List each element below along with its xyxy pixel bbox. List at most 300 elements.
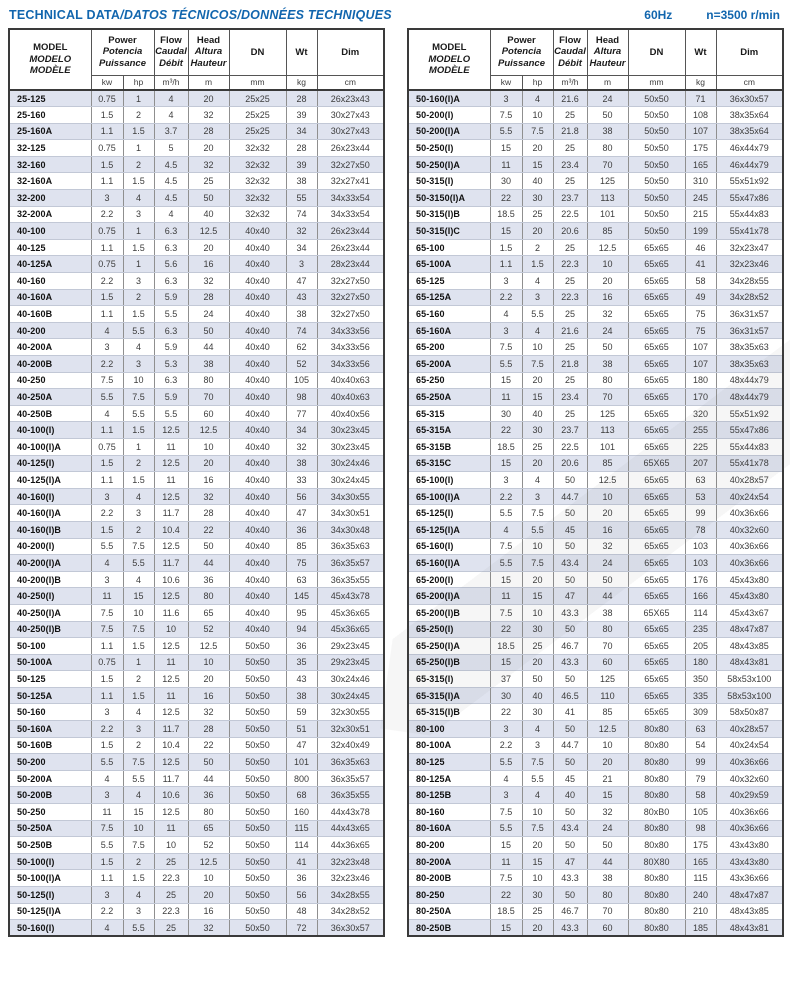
- header-label: Hauteur: [190, 58, 227, 70]
- value-cell-power_kw: 0.75: [91, 223, 123, 240]
- value-cell-power_kw: 5.5: [490, 820, 522, 837]
- unit-flow: m³/h: [154, 75, 188, 90]
- value-cell-power_hp: 10: [522, 107, 553, 124]
- value-cell-head_m: 12.5: [587, 239, 628, 256]
- value-cell-power_kw: 11: [91, 588, 123, 605]
- value-cell-dim_cm: 40x28x57: [716, 472, 783, 489]
- header-label: MODELO: [29, 53, 72, 65]
- value-cell-dn_mm: 50x50: [628, 206, 685, 223]
- value-cell-dim_cm: 44x43x78: [317, 804, 384, 821]
- model-cell: 40-160(I)B: [9, 521, 91, 538]
- value-cell-wt_kg: 3: [286, 256, 317, 273]
- model-cell: 50-100: [9, 638, 91, 655]
- value-cell-power_kw: 7.5: [490, 107, 522, 124]
- value-cell-power_hp: 4: [522, 90, 553, 107]
- value-cell-head_m: 50: [587, 339, 628, 356]
- model-cell: 65-200(I)B: [408, 604, 490, 621]
- value-cell-dim_cm: 45x43x80: [716, 571, 783, 588]
- value-cell-dim_cm: 34x33x54: [317, 190, 384, 207]
- value-cell-power_hp: 4: [123, 704, 154, 721]
- value-cell-flow_m3h: 50: [553, 621, 587, 638]
- header-label: Power: [507, 34, 536, 46]
- value-cell-power_kw: 2.2: [91, 903, 123, 920]
- model-cell: 40-125(I): [9, 455, 91, 472]
- value-cell-power_kw: 2.2: [91, 721, 123, 738]
- model-cell: 32-160A: [9, 173, 91, 190]
- value-cell-dim_cm: 55x47x86: [716, 422, 783, 439]
- value-cell-dn_mm: 40x40: [229, 223, 286, 240]
- value-cell-power_kw: 4: [490, 770, 522, 787]
- value-cell-dn_mm: 40x40: [229, 289, 286, 306]
- value-cell-wt_kg: 34: [286, 239, 317, 256]
- table-row: [9, 555, 384, 572]
- model-cell: 40-250A: [9, 389, 91, 406]
- value-cell-wt_kg: 39: [286, 107, 317, 124]
- value-cell-dim_cm: 32x23x47: [716, 239, 783, 256]
- value-cell-wt_kg: 72: [286, 920, 317, 937]
- value-cell-power_hp: 3: [123, 356, 154, 373]
- value-cell-wt_kg: 46: [685, 239, 716, 256]
- value-cell-power_hp: 3: [123, 206, 154, 223]
- value-cell-flow_m3h: 5.5: [154, 306, 188, 323]
- model-column-header: [9, 29, 91, 90]
- flow-column-header: [553, 29, 587, 75]
- value-cell-dim_cm: 45x36x65: [317, 604, 384, 621]
- value-cell-power_kw: 22: [490, 704, 522, 721]
- header-label: MODELO: [428, 53, 471, 65]
- value-cell-flow_m3h: 25: [154, 853, 188, 870]
- value-cell-head_m: 36: [188, 571, 229, 588]
- model-cell: 80-250B: [408, 920, 490, 937]
- value-cell-power_hp: 7.5: [522, 555, 553, 572]
- value-cell-dim_cm: 26x23x44: [317, 140, 384, 157]
- header-label: Débit: [558, 58, 582, 70]
- value-cell-wt_kg: 32: [286, 438, 317, 455]
- value-cell-dim_cm: 40x24x54: [716, 737, 783, 754]
- value-cell-power_hp: 1: [123, 90, 154, 107]
- value-cell-wt_kg: 56: [286, 488, 317, 505]
- value-cell-dim_cm: 55x51x92: [716, 173, 783, 190]
- unit-head: m: [587, 75, 628, 90]
- model-cell: 80-125A: [408, 770, 490, 787]
- value-cell-head_m: 38: [587, 604, 628, 621]
- value-cell-wt_kg: 58: [685, 787, 716, 804]
- value-cell-wt_kg: 107: [685, 123, 716, 140]
- model-cell: 65-100(I): [408, 472, 490, 489]
- value-cell-dn_mm: 80x80: [628, 737, 685, 754]
- value-cell-power_kw: 1.1: [490, 256, 522, 273]
- value-cell-power_kw: 3: [91, 704, 123, 721]
- value-cell-dn_mm: 65x65: [628, 671, 685, 688]
- model-cell: 40-160B: [9, 306, 91, 323]
- table-row: [9, 289, 384, 306]
- model-cell: 65-200: [408, 339, 490, 356]
- value-cell-dim_cm: 30x24x46: [317, 455, 384, 472]
- value-cell-flow_m3h: 46.7: [553, 638, 587, 655]
- table-row: [9, 887, 384, 904]
- value-cell-power_kw: 15: [490, 223, 522, 240]
- value-cell-dim_cm: 32x27x50: [317, 289, 384, 306]
- speed-label: n=3500 r/min: [706, 8, 780, 22]
- value-cell-power_kw: 3: [490, 721, 522, 738]
- model-cell: 40-100(I)A: [9, 438, 91, 455]
- value-cell-flow_m3h: 25: [553, 239, 587, 256]
- value-cell-flow_m3h: 50: [553, 571, 587, 588]
- value-cell-flow_m3h: 20.6: [553, 223, 587, 240]
- value-cell-head_m: 32: [188, 704, 229, 721]
- value-cell-dim_cm: 48x43x85: [716, 638, 783, 655]
- value-cell-power_hp: 3: [522, 289, 553, 306]
- value-cell-flow_m3h: 5.5: [154, 405, 188, 422]
- value-cell-wt_kg: 165: [685, 156, 716, 173]
- value-cell-flow_m3h: 43.3: [553, 870, 587, 887]
- table-row: [408, 853, 783, 870]
- value-cell-wt_kg: 103: [685, 555, 716, 572]
- value-cell-dn_mm: 50x50: [229, 770, 286, 787]
- unit-dn: mm: [229, 75, 286, 90]
- value-cell-dim_cm: 48x44x79: [716, 389, 783, 406]
- value-cell-dim_cm: 46x44x79: [716, 140, 783, 157]
- table-row: [9, 588, 384, 605]
- model-cell: 40-250(I)B: [9, 621, 91, 638]
- table-row: [408, 671, 783, 688]
- value-cell-power_kw: 7.5: [490, 804, 522, 821]
- value-cell-flow_m3h: 45: [553, 521, 587, 538]
- header-label: Potencia: [102, 46, 143, 58]
- value-cell-dim_cm: 48x43x85: [716, 903, 783, 920]
- table-row: [9, 190, 384, 207]
- operating-conditions: [644, 8, 780, 22]
- value-cell-dim_cm: 38x35x63: [716, 339, 783, 356]
- value-cell-head_m: 52: [188, 837, 229, 854]
- table-row: [9, 853, 384, 870]
- value-cell-wt_kg: 103: [685, 538, 716, 555]
- value-cell-flow_m3h: 11.6: [154, 604, 188, 621]
- value-cell-flow_m3h: 11: [154, 654, 188, 671]
- value-cell-wt_kg: 101: [286, 754, 317, 771]
- header-label: Caudal: [554, 46, 586, 58]
- value-cell-power_kw: 2.2: [91, 273, 123, 290]
- value-cell-power_hp: 4: [123, 339, 154, 356]
- table-row: [408, 140, 783, 157]
- value-cell-head_m: 50: [188, 190, 229, 207]
- header-label: Potencia: [501, 46, 542, 58]
- value-cell-wt_kg: 58: [685, 273, 716, 290]
- value-cell-power_hp: 2: [123, 853, 154, 870]
- value-cell-power_hp: 7.5: [123, 389, 154, 406]
- value-cell-dim_cm: 32x40x49: [317, 737, 384, 754]
- table-row: [9, 372, 384, 389]
- table-row: [9, 538, 384, 555]
- value-cell-power_kw: 7.5: [490, 339, 522, 356]
- value-cell-dim_cm: 45x36x65: [317, 621, 384, 638]
- value-cell-dn_mm: 40x40: [229, 472, 286, 489]
- value-cell-head_m: 50: [188, 754, 229, 771]
- value-cell-head_m: 24: [587, 90, 628, 107]
- value-cell-power_hp: 4: [123, 787, 154, 804]
- table-row: [9, 837, 384, 854]
- value-cell-dim_cm: 34x30x55: [317, 488, 384, 505]
- value-cell-power_kw: 5.5: [490, 754, 522, 771]
- value-cell-dn_mm: 50x50: [628, 156, 685, 173]
- table-row: [9, 770, 384, 787]
- value-cell-dn_mm: 65x65: [628, 505, 685, 522]
- value-cell-power_kw: 1.1: [91, 870, 123, 887]
- value-cell-dn_mm: 50x50: [229, 721, 286, 738]
- value-cell-dn_mm: 40x40: [229, 339, 286, 356]
- value-cell-dn_mm: 32x32: [229, 156, 286, 173]
- value-cell-power_kw: 4: [91, 405, 123, 422]
- value-cell-power_hp: 1: [123, 223, 154, 240]
- value-cell-power_kw: 3: [91, 190, 123, 207]
- table-row: [408, 521, 783, 538]
- value-cell-dim_cm: 34x28x52: [716, 289, 783, 306]
- value-cell-power_kw: 0.75: [91, 140, 123, 157]
- value-cell-flow_m3h: 10: [154, 837, 188, 854]
- value-cell-power_kw: 3: [490, 273, 522, 290]
- model-cell: 40-160A: [9, 289, 91, 306]
- value-cell-flow_m3h: 50: [553, 671, 587, 688]
- value-cell-dim_cm: 58x53x100: [716, 687, 783, 704]
- unit-kw: kw: [490, 75, 522, 90]
- value-cell-wt_kg: 43: [286, 289, 317, 306]
- value-cell-dim_cm: 55x51x92: [716, 405, 783, 422]
- value-cell-dn_mm: 40x40: [229, 422, 286, 439]
- value-cell-dn_mm: 80X80: [628, 853, 685, 870]
- value-cell-flow_m3h: 6.3: [154, 223, 188, 240]
- value-cell-flow_m3h: 43.3: [553, 604, 587, 621]
- value-cell-head_m: 80: [587, 621, 628, 638]
- value-cell-dim_cm: 43x36x66: [716, 870, 783, 887]
- model-cell: 50-200B: [9, 787, 91, 804]
- value-cell-flow_m3h: 50: [553, 505, 587, 522]
- value-cell-head_m: 25: [188, 173, 229, 190]
- value-cell-wt_kg: 170: [685, 389, 716, 406]
- value-cell-dn_mm: 65x65: [628, 356, 685, 373]
- value-cell-power_hp: 4: [123, 488, 154, 505]
- value-cell-power_hp: 30: [522, 190, 553, 207]
- table-row: [408, 770, 783, 787]
- value-cell-dim_cm: 32x23x46: [716, 256, 783, 273]
- model-cell: 80-200: [408, 837, 490, 854]
- value-cell-dn_mm: 50x50: [628, 190, 685, 207]
- value-cell-power_kw: 3: [91, 339, 123, 356]
- value-cell-power_kw: 3: [490, 322, 522, 339]
- value-cell-dim_cm: 55x41x78: [716, 455, 783, 472]
- value-cell-power_kw: 15: [490, 372, 522, 389]
- value-cell-dn_mm: 50x50: [229, 804, 286, 821]
- table-row: [408, 239, 783, 256]
- value-cell-dim_cm: 32x27x41: [317, 173, 384, 190]
- value-cell-wt_kg: 95: [286, 604, 317, 621]
- value-cell-flow_m3h: 12.5: [154, 538, 188, 555]
- value-cell-dn_mm: 40x40: [229, 306, 286, 323]
- value-cell-dn_mm: 32x32: [229, 190, 286, 207]
- value-cell-wt_kg: 99: [685, 754, 716, 771]
- value-cell-wt_kg: 180: [685, 654, 716, 671]
- model-cell: 25-160: [9, 107, 91, 124]
- value-cell-dn_mm: 65X65: [628, 604, 685, 621]
- model-cell: 65-160(I)A: [408, 555, 490, 572]
- value-cell-flow_m3h: 25: [553, 306, 587, 323]
- table-row: [9, 173, 384, 190]
- value-cell-head_m: 65: [188, 820, 229, 837]
- value-cell-flow_m3h: 5.9: [154, 339, 188, 356]
- value-cell-power_kw: 30: [490, 405, 522, 422]
- table-row: [408, 156, 783, 173]
- table-row: [408, 455, 783, 472]
- value-cell-dn_mm: 80x80: [628, 903, 685, 920]
- value-cell-power_hp: 1: [123, 140, 154, 157]
- value-cell-power_hp: 1.5: [123, 173, 154, 190]
- value-cell-dn_mm: 50x50: [229, 853, 286, 870]
- value-cell-dim_cm: 45x43x78: [317, 588, 384, 605]
- value-cell-power_hp: 4: [522, 721, 553, 738]
- spec-table-right: [407, 28, 784, 937]
- header-label: MODEL: [432, 42, 467, 54]
- value-cell-flow_m3h: 6.3: [154, 372, 188, 389]
- header-label: Hauteur: [589, 58, 626, 70]
- table-row: [408, 887, 783, 904]
- model-cell: 40-250(I)A: [9, 604, 91, 621]
- value-cell-dn_mm: 40x40: [229, 571, 286, 588]
- value-cell-power_hp: 15: [522, 389, 553, 406]
- value-cell-dn_mm: 65x65: [628, 488, 685, 505]
- value-cell-power_hp: 4: [522, 472, 553, 489]
- table-row: [408, 123, 783, 140]
- value-cell-dim_cm: 34x28x55: [317, 887, 384, 904]
- value-cell-wt_kg: 36: [286, 870, 317, 887]
- value-cell-flow_m3h: 50: [553, 837, 587, 854]
- value-cell-dim_cm: 38x35x64: [716, 107, 783, 124]
- value-cell-wt_kg: 63: [685, 721, 716, 738]
- value-cell-dim_cm: 30x24x45: [317, 687, 384, 704]
- value-cell-power_hp: 10: [522, 804, 553, 821]
- dn-column-header: DN: [628, 29, 685, 75]
- value-cell-wt_kg: 32: [286, 223, 317, 240]
- value-cell-flow_m3h: 43.4: [553, 555, 587, 572]
- value-cell-flow_m3h: 46.5: [553, 687, 587, 704]
- value-cell-dim_cm: 30x23x45: [317, 438, 384, 455]
- table-row: [9, 239, 384, 256]
- model-cell: 50-160B: [9, 737, 91, 754]
- table-row: [408, 488, 783, 505]
- value-cell-power_hp: 15: [123, 588, 154, 605]
- value-cell-dim_cm: 26x23x44: [317, 223, 384, 240]
- table-row: [408, 903, 783, 920]
- value-cell-flow_m3h: 50: [553, 804, 587, 821]
- value-cell-head_m: 28: [188, 721, 229, 738]
- value-cell-dim_cm: 36x35x63: [317, 538, 384, 555]
- model-cell: 40-100(I): [9, 422, 91, 439]
- value-cell-head_m: 32: [587, 538, 628, 555]
- value-cell-flow_m3h: 10.6: [154, 571, 188, 588]
- value-cell-power_kw: 1.1: [91, 638, 123, 655]
- table-row: [408, 654, 783, 671]
- value-cell-power_hp: 7.5: [522, 754, 553, 771]
- value-cell-flow_m3h: 6.3: [154, 273, 188, 290]
- value-cell-head_m: 32: [188, 488, 229, 505]
- value-cell-power_kw: 0.75: [91, 654, 123, 671]
- value-cell-wt_kg: 53: [685, 488, 716, 505]
- value-cell-dn_mm: 65x65: [628, 704, 685, 721]
- model-cell: 40-125A: [9, 256, 91, 273]
- table-row: [408, 638, 783, 655]
- model-cell: 32-200: [9, 190, 91, 207]
- value-cell-dn_mm: 80x80: [628, 770, 685, 787]
- value-cell-dim_cm: 44x36x65: [317, 837, 384, 854]
- value-cell-head_m: 125: [587, 671, 628, 688]
- value-cell-power_hp: 2: [123, 156, 154, 173]
- table-row: [9, 156, 384, 173]
- value-cell-head_m: 12.5: [188, 853, 229, 870]
- value-cell-power_hp: 25: [522, 438, 553, 455]
- value-cell-dim_cm: 36x35x55: [317, 571, 384, 588]
- value-cell-power_kw: 18.5: [490, 638, 522, 655]
- table-row: [408, 687, 783, 704]
- value-cell-dim_cm: 36x31x57: [716, 322, 783, 339]
- value-cell-power_hp: 40: [522, 173, 553, 190]
- value-cell-power_kw: 7.5: [91, 820, 123, 837]
- value-cell-head_m: 101: [587, 438, 628, 455]
- value-cell-head_m: 85: [587, 455, 628, 472]
- value-cell-power_hp: 2: [522, 239, 553, 256]
- value-cell-dn_mm: 40x40: [229, 438, 286, 455]
- value-cell-dn_mm: 65x65: [628, 571, 685, 588]
- flow-column-header: [154, 29, 188, 75]
- model-cell: 65-315(I): [408, 671, 490, 688]
- value-cell-wt_kg: 74: [286, 206, 317, 223]
- value-cell-dim_cm: 36x35x55: [317, 787, 384, 804]
- value-cell-dim_cm: 58x53x100: [716, 671, 783, 688]
- value-cell-power_kw: 1.1: [91, 472, 123, 489]
- value-cell-dn_mm: 80x80: [628, 721, 685, 738]
- header-label: Altura: [194, 46, 223, 58]
- value-cell-dim_cm: 34x33x56: [317, 356, 384, 373]
- model-cell: 25-160A: [9, 123, 91, 140]
- value-cell-power_hp: 1: [123, 438, 154, 455]
- value-cell-flow_m3h: 5: [154, 140, 188, 157]
- value-cell-flow_m3h: 50: [553, 754, 587, 771]
- value-cell-flow_m3h: 43.4: [553, 820, 587, 837]
- value-cell-power_hp: 2: [123, 521, 154, 538]
- value-cell-head_m: 10: [188, 438, 229, 455]
- header-label: MODÈLE: [29, 65, 71, 77]
- table-row: [408, 820, 783, 837]
- value-cell-power_kw: 7.5: [91, 621, 123, 638]
- model-cell: 25-125: [9, 90, 91, 107]
- value-cell-power_kw: 1.5: [91, 521, 123, 538]
- value-cell-power_hp: 20: [522, 455, 553, 472]
- value-cell-flow_m3h: 25: [154, 887, 188, 904]
- value-cell-power_hp: 15: [123, 804, 154, 821]
- value-cell-dn_mm: 25x25: [229, 107, 286, 124]
- table-row: [408, 256, 783, 273]
- header-label: Caudal: [155, 46, 187, 58]
- value-cell-dn_mm: 50x50: [229, 654, 286, 671]
- value-cell-head_m: 22: [188, 521, 229, 538]
- value-cell-power_hp: 1.5: [123, 870, 154, 887]
- value-cell-power_hp: 3: [123, 273, 154, 290]
- model-cell: 80-160: [408, 804, 490, 821]
- value-cell-head_m: 32: [587, 804, 628, 821]
- value-cell-flow_m3h: 4.5: [154, 173, 188, 190]
- value-cell-dn_mm: 80x80: [628, 837, 685, 854]
- value-cell-dim_cm: 36x35x63: [317, 754, 384, 771]
- value-cell-head_m: 70: [587, 638, 628, 655]
- table-row: [408, 356, 783, 373]
- value-cell-power_kw: 15: [490, 571, 522, 588]
